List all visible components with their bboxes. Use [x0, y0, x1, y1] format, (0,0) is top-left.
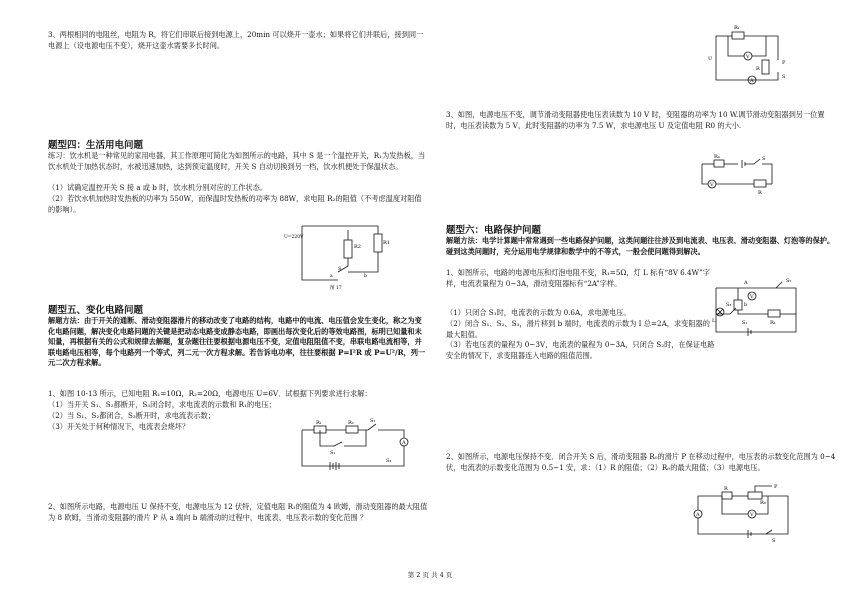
fig4-voltage: U=220V: [284, 235, 304, 240]
section-6-q2: 2、如图所示，电源电压保持不变．闭合开关 S 后，滑动变阻器 R₀的滑片 P 在移动过程中，电压表的示数变化范围为 0~4 伏，电流表的示数变化范围为 0.5~1 安，求：（1）R 的阻值；（2）R₀的最大阻值；（3）电源电压。: [446, 452, 836, 472]
section-5-q1-part-1: （1）当开关 S₁、S₂都断开，S₃闭合时，求电流表的示数和 R₁的电压；: [48, 400, 276, 409]
fig7-r0: R₀: [760, 500, 766, 506]
fig5-s1: S₁: [330, 450, 336, 456]
fig5-s2: S₂: [370, 418, 376, 424]
fig7-voltmeter: V: [750, 512, 754, 518]
fig5-r1: R₁: [316, 420, 322, 426]
fig-top-p: P: [782, 60, 786, 66]
fig7-p: P: [774, 484, 778, 490]
fig7-switch: S: [772, 538, 776, 544]
section-5-method: 解题方法：由于开关的通断、滑动变阻器滑片的移动改变了电路的结构，电路中的电流、电压值会发生变化，称之为变化电路问题，解决变化电路问题的关键是把动态电路变成静态电路，即画出每次变化后的等效电路图，标明已知量和未知量，再根据有关的公式和规律去解题，复杂题往往要根据电源电压不变，定值电阻阻值不变，串联电路电流相等，并联电路电压相等，每个电路列一个等式，列二元一次方程求解。若告诉电功率，往往要根据 P=I²R 或 P=U²/R，列一元二次方程求解。: [48, 316, 426, 368]
fig-top-ammeter: A: [750, 78, 754, 84]
fig5-ammeter: A: [402, 440, 406, 446]
fig-top-r1: R₁: [734, 25, 740, 31]
fig4-a: a: [330, 274, 333, 279]
fig-top-u: U: [708, 56, 713, 62]
section-4-exercise: 练习：饮水机是一种常见的家用电器，其工作原理可简化为如图所示的电路，其中 S 是一个温控开关，R₁为发热板，当饮水机处于加热状态时，水被迅速加热，达到预定温度时，开关 S 自动切换到另一档，饮水机便处于保温状态。: [48, 151, 426, 171]
fig6-lamp: L: [712, 318, 716, 324]
fig6-r1: R₁: [770, 320, 776, 326]
circuit-figure-middle: [698, 154, 778, 198]
circuit-figure-6-2: [692, 484, 796, 544]
circuit-figure-10-13: [296, 416, 418, 472]
fig-mid-r0: R₀: [714, 154, 720, 160]
section-6-q1: 1、如图所示，电路的电源电压和灯泡电阻不变，R₁=5Ω，灯 L 标有“8V 6.4W”字样，电流表量程为 0~3A，滑动变阻器标有“2A”字样。: [446, 268, 710, 288]
question-3-right: 3、如图，电源电压不变，调节滑动变阻器使电压表读数为 10 V 时，变阻器的功率为 10 W.调节滑动变阻器到另一位置时，电压表读数为 5 V，此时变阻器的功率为 7.5 W，求电源电压 U 及定值电阻 R0 的大小.: [446, 110, 825, 130]
fig4-r2: R2: [354, 244, 361, 250]
fig6-b: b: [744, 302, 748, 308]
section-6-q1-part-3: （3）若电压表的量程为 0~3V，电流表的量程为 0~3A，只闭合 S₂时，在保证电路安全的情况下，求变阻器连入电路的阻值范围。: [446, 340, 715, 360]
fig-mid-voltmeter: V: [710, 182, 714, 188]
fig4-caption: 图 17: [330, 286, 342, 290]
fig4-b: b: [364, 274, 367, 279]
section-5-q1-part-2: （2）当 S₁、S₂都闭合，S₃断开时，求电流表示数；: [48, 411, 215, 420]
fig4-r1: R1: [383, 240, 390, 246]
section-6-title: 题型六：电路保护问题: [446, 225, 542, 236]
fig-mid-switch: S: [762, 156, 766, 162]
fig-mid-r: R: [758, 190, 762, 196]
section-5-q1: 1、如图 10-13 所示，已知电阻 R₁=10Ω，R₂=20Ω，电源电压 U=6V．试根据下列要求进行求解：: [48, 389, 372, 398]
circuit-figure-6-1: [708, 274, 808, 348]
fig6-voltmeter: V: [750, 294, 754, 300]
fig7-r: R: [724, 486, 728, 492]
fig6-ammeter: A: [744, 280, 748, 286]
fig5-s3: S₃: [386, 458, 392, 464]
section-6-q1-part-2: （2）闭合 S₁、S₂、S₃，滑片移到 b 端时，电流表的示数为 I 总=2A，求变阻器的最大阻值。: [446, 319, 710, 339]
circuit-figure-top: [708, 20, 798, 90]
fig-top-r: R: [756, 66, 760, 72]
section-6-method: 解题方法：电学计算题中常常遇到一些电路保护问题，这类问题往往涉及到电流表、电压表、滑动变阻器、灯泡等的保护。碰到这类问题时，充分运用电学规律和数学中的不等式，一般会使问题得到解决。: [446, 236, 835, 256]
fig5-r2: R₂: [348, 420, 354, 426]
section-4-title: 题型四：生活用电问题: [48, 140, 144, 151]
section-5-q2: 2、如图所示电路，电源电压 U 保持不变，电源电压为 12 伏特，定值电阻 R₁的阻值为 4 欧姆，滑动变阻器的最大阻值为 8 欧姆，当滑动变阻器的滑片 P 从 a 端向 b 端滑动的过程中，电流表、电压表示数的变化范围 ？: [48, 502, 428, 522]
fig4-switch: S: [338, 266, 342, 272]
section-5-title: 题型五、变化电路问题: [48, 305, 144, 316]
fig7-ammeter: A: [696, 512, 700, 518]
fig6-s3: S₃: [726, 302, 732, 308]
section-4-part-1: （1）试确定温控开关 S 接 a 或 b 时，饮水机分别对应的工作状态。: [48, 183, 267, 192]
fig6-s1: S₁: [742, 320, 748, 326]
section-5-q1-part-3: （3）开关处于何种情况下，电流表会烧坏？: [48, 422, 190, 431]
section-4-part-2: （2）若饮水机加热时发热板的功率为 550W，而保温时发热板的功率为 88W，求电阻 R₂的阻值（不考虑温度对阻值的影响）。: [48, 194, 422, 214]
fig-top-voltmeter: V: [746, 54, 750, 60]
fig6-s2: S₂: [786, 278, 792, 284]
circuit-figure-17: [282, 220, 392, 290]
section-6-q1-part-1: （1）只闭合 S₁时，电流表的示数为 0.6A，求电源电压。: [446, 308, 631, 317]
page-footer: 第 2 页 共 4 页: [407, 571, 453, 579]
question-3-left: 3、两根相同的电阻丝，电阻为 R，将它们串联后接到电源上，20min 可以烧开一壶水；如果将它们并联后，接到同一电源上（设电源电压不变），烧开这壶水需要多长时间。: [48, 30, 424, 50]
fig-top-s: S: [782, 74, 786, 80]
